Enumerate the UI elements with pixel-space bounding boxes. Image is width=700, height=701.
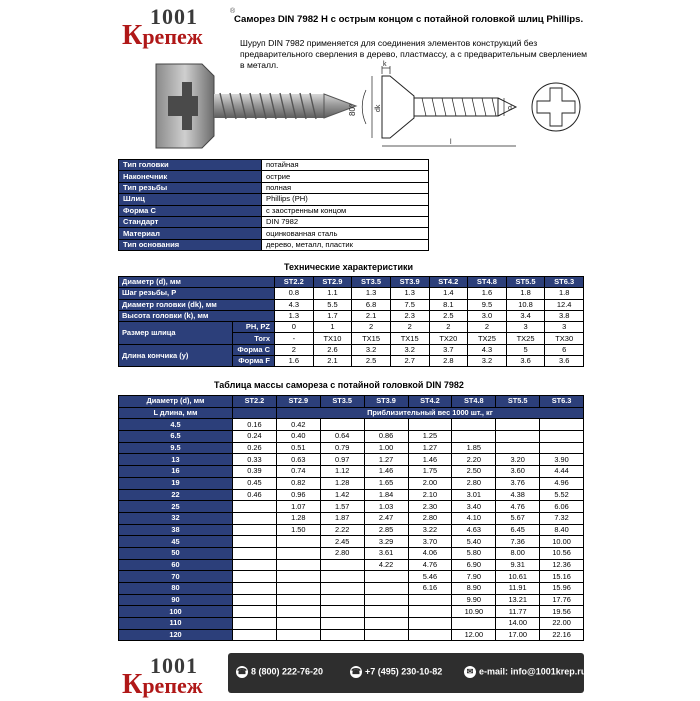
mass-cell: 1.50 bbox=[276, 524, 320, 536]
mass-cell: 6.16 bbox=[408, 583, 452, 595]
length-cell: 4.5 bbox=[119, 419, 233, 431]
mass-cell: 14.00 bbox=[496, 618, 540, 630]
mass-cell: 10.00 bbox=[540, 536, 584, 548]
mass-cell: 6.45 bbox=[496, 524, 540, 536]
mass-cell bbox=[540, 419, 584, 431]
logo-number: 1001 bbox=[150, 4, 198, 29]
table-row bbox=[119, 583, 584, 595]
mass-cell: 2.20 bbox=[452, 454, 496, 466]
mass-cell: 1.87 bbox=[320, 512, 364, 524]
table-row: L длина, мм Приблизительный вес 1000 шт., кг bbox=[119, 407, 584, 419]
mass-cell: 3.90 bbox=[540, 454, 584, 466]
mass-cell: 1.46 bbox=[408, 454, 452, 466]
length-cell: 70 bbox=[119, 571, 233, 583]
mass-cell bbox=[233, 629, 277, 641]
length-cell: 16 bbox=[119, 466, 233, 478]
mass-cell: 9.90 bbox=[452, 594, 496, 606]
mass-cell: 10.56 bbox=[540, 547, 584, 559]
mass-cell: 2.85 bbox=[364, 524, 408, 536]
phone-icon: ☎ bbox=[237, 667, 247, 676]
mass-cell: 2.30 bbox=[408, 501, 452, 513]
properties-table bbox=[118, 159, 429, 251]
mass-cell bbox=[233, 547, 277, 559]
mass-cell: 2.80 bbox=[320, 547, 364, 559]
mass-cell: 1.25 bbox=[408, 431, 452, 443]
mass-cell: 0.79 bbox=[320, 442, 364, 454]
mass-cell: 12.36 bbox=[540, 559, 584, 571]
length-cell: 60 bbox=[119, 559, 233, 571]
mass-cell bbox=[496, 419, 540, 431]
mass-cell: 1.27 bbox=[408, 442, 452, 454]
k-label: k bbox=[383, 61, 387, 68]
mass-cell: 1.12 bbox=[320, 466, 364, 478]
mass-cell bbox=[233, 512, 277, 524]
mass-cell bbox=[320, 571, 364, 583]
mass-cell: 5.67 bbox=[496, 512, 540, 524]
mass-cell bbox=[496, 442, 540, 454]
mass-cell bbox=[364, 629, 408, 641]
table-row: Диаметр головки (dk), мм 4.3 5.5 6.8 7.5 8.1 9.5 10.8 12.4 bbox=[119, 299, 584, 310]
table-row bbox=[119, 536, 584, 548]
mass-cell: 10.61 bbox=[496, 571, 540, 583]
table-row bbox=[119, 431, 584, 443]
mass-cell: 4.06 bbox=[408, 547, 452, 559]
mass-cell: 0.97 bbox=[320, 454, 364, 466]
mass-cell: 19.56 bbox=[540, 606, 584, 618]
phone-icon: ☎ bbox=[351, 667, 361, 676]
table-row: Тип основания дерево, металл, пластик bbox=[119, 239, 429, 250]
table-row: Тип головки потайная bbox=[119, 160, 429, 171]
mass-cell bbox=[233, 559, 277, 571]
table-row bbox=[119, 547, 584, 559]
mass-cell: 0.40 bbox=[276, 431, 320, 443]
mass-cell: 3.61 bbox=[364, 547, 408, 559]
mass-cell bbox=[233, 594, 277, 606]
mass-cell: 3.70 bbox=[408, 536, 452, 548]
length-cell: 25 bbox=[119, 501, 233, 513]
length-cell: 120 bbox=[119, 629, 233, 641]
mass-cell bbox=[276, 629, 320, 641]
table-row: Материал оцинкованная сталь bbox=[119, 228, 429, 239]
mass-cell: 8.00 bbox=[496, 547, 540, 559]
length-cell: 22 bbox=[119, 489, 233, 501]
mass-cell: 13.21 bbox=[496, 594, 540, 606]
mass-cell: 5.52 bbox=[540, 489, 584, 501]
table-row: Torx - TX10 TX15 TX15 TX20 TX25 TX25 TX30 bbox=[119, 333, 584, 344]
length-cell: 19 bbox=[119, 477, 233, 489]
mass-cell: 2.50 bbox=[452, 466, 496, 478]
mass-cell: 1.84 bbox=[364, 489, 408, 501]
spec-title: Технические характеристики bbox=[284, 262, 414, 272]
mass-cell: 3.22 bbox=[408, 524, 452, 536]
mass-cell bbox=[276, 571, 320, 583]
mass-cell: 4.76 bbox=[408, 559, 452, 571]
mass-cell: 3.29 bbox=[364, 536, 408, 548]
table-row: Форма С с заостренным концом bbox=[119, 205, 429, 216]
mass-cell bbox=[364, 583, 408, 595]
mass-cell: 7.36 bbox=[496, 536, 540, 548]
mass-cell: 0.46 bbox=[233, 489, 277, 501]
length-cell: 100 bbox=[119, 606, 233, 618]
mass-cell: 6.90 bbox=[452, 559, 496, 571]
mass-cell: 2.80 bbox=[408, 512, 452, 524]
mass-cell: 1.07 bbox=[276, 501, 320, 513]
mass-cell: 1.65 bbox=[364, 477, 408, 489]
mass-cell: 4.38 bbox=[496, 489, 540, 501]
mass-cell bbox=[233, 524, 277, 536]
mass-cell bbox=[364, 571, 408, 583]
mass-cell: 17.00 bbox=[496, 629, 540, 641]
table-row: Стандарт DIN 7982 bbox=[119, 216, 429, 227]
mass-cell bbox=[276, 559, 320, 571]
mass-cell: 4.22 bbox=[364, 559, 408, 571]
mass-cell bbox=[364, 606, 408, 618]
footer bbox=[118, 653, 587, 700]
mass-cell bbox=[408, 618, 452, 630]
mass-cell: 5.46 bbox=[408, 571, 452, 583]
mass-cell bbox=[276, 618, 320, 630]
mass-cell: 0.45 bbox=[233, 477, 277, 489]
mass-cell bbox=[276, 536, 320, 548]
mass-cell bbox=[233, 536, 277, 548]
mass-cell: 0.96 bbox=[276, 489, 320, 501]
mass-cell: 1.85 bbox=[452, 442, 496, 454]
page-title: Саморез DIN 7982 Н с острым концом с потайной головкой шлиц Phillips. bbox=[234, 14, 584, 25]
screw-photo bbox=[156, 64, 356, 148]
mass-cell: 7.32 bbox=[540, 512, 584, 524]
mass-cell: 15.16 bbox=[540, 571, 584, 583]
table-row: Шаг резьбы, Р 0.8 1.1 1.3 1.3 1.4 1.6 1.8 1.8 bbox=[119, 288, 584, 299]
mass-cell: 11.77 bbox=[496, 606, 540, 618]
mass-cell: 1.27 bbox=[364, 454, 408, 466]
table-row bbox=[119, 454, 584, 466]
table-row: Длина кончика (y) Форма С 2 2.6 3.2 3.2 3.7 4.3 5 6 bbox=[119, 344, 584, 355]
mass-cell: 3.01 bbox=[452, 489, 496, 501]
mass-cell bbox=[320, 618, 364, 630]
table-row: Диаметр (d), мм ST2.2 ST2.9 ST3.5 ST3.9 ST4.2 ST4.8 ST5.5 ST6.3 bbox=[119, 277, 584, 288]
table-row: Шлиц Phillips (PH) bbox=[119, 194, 429, 205]
mass-cell bbox=[276, 583, 320, 595]
mass-title: Таблица массы самореза с потайной головкой DIN 7982 bbox=[214, 380, 464, 390]
mass-cell: 0.24 bbox=[233, 431, 277, 443]
mass-cell bbox=[364, 419, 408, 431]
mass-cell: 1.75 bbox=[408, 466, 452, 478]
mass-cell bbox=[233, 583, 277, 595]
mass-cell: 2.22 bbox=[320, 524, 364, 536]
mass-cell: 3.76 bbox=[496, 477, 540, 489]
mass-cell: 1.42 bbox=[320, 489, 364, 501]
mass-cell bbox=[276, 594, 320, 606]
mass-cell bbox=[233, 618, 277, 630]
table-row bbox=[119, 442, 584, 454]
mass-cell: 2.00 bbox=[408, 477, 452, 489]
mass-cell bbox=[320, 629, 364, 641]
mass-cell: 3.60 bbox=[496, 466, 540, 478]
mass-cell bbox=[320, 419, 364, 431]
table-row bbox=[119, 489, 584, 501]
mass-cell: 1.57 bbox=[320, 501, 364, 513]
mass-cell: 4.10 bbox=[452, 512, 496, 524]
mass-cell: 5.80 bbox=[452, 547, 496, 559]
brand-logo: 1001 Крепеж ® bbox=[122, 4, 236, 51]
mass-cell: 2.47 bbox=[364, 512, 408, 524]
mass-cell: 1.00 bbox=[364, 442, 408, 454]
mass-cell: 17.76 bbox=[540, 594, 584, 606]
table-row: Наконечник острие bbox=[119, 171, 429, 182]
phone-link-1[interactable]: 8 (800) 222-76-20 bbox=[251, 666, 324, 677]
length-cell: 13 bbox=[119, 454, 233, 466]
angle-label: 80° bbox=[348, 103, 357, 116]
mass-cell: 0.74 bbox=[276, 466, 320, 478]
mass-cell bbox=[233, 606, 277, 618]
dk-label: dk bbox=[375, 104, 382, 112]
mass-cell: 10.90 bbox=[452, 606, 496, 618]
mass-cell bbox=[408, 594, 452, 606]
table-row bbox=[119, 594, 584, 606]
l-label: l bbox=[450, 139, 452, 146]
mass-cell: 0.63 bbox=[276, 454, 320, 466]
spec-table bbox=[118, 276, 584, 367]
table-row bbox=[119, 501, 584, 513]
mass-cell: 0.16 bbox=[233, 419, 277, 431]
mass-cell: 3.40 bbox=[452, 501, 496, 513]
table-row: Форма F 1.6 2.1 2.5 2.7 2.8 3.2 3.6 3.6 bbox=[119, 356, 584, 367]
mass-cell bbox=[364, 594, 408, 606]
mass-cell: 12.00 bbox=[452, 629, 496, 641]
length-cell: 90 bbox=[119, 594, 233, 606]
length-cell: 45 bbox=[119, 536, 233, 548]
mail-icon: ✉ bbox=[464, 666, 476, 678]
mass-cell: 4.44 bbox=[540, 466, 584, 478]
mass-cell: 4.76 bbox=[496, 501, 540, 513]
mass-cell bbox=[364, 618, 408, 630]
screw-drawing bbox=[150, 60, 590, 156]
length-cell: 9.5 bbox=[119, 442, 233, 454]
table-row bbox=[119, 606, 584, 618]
mass-cell: 4.63 bbox=[452, 524, 496, 536]
phone-link-2[interactable]: +7 (495) 230-10-82 bbox=[365, 666, 443, 677]
mass-cell: 5.40 bbox=[452, 536, 496, 548]
length-cell: 6.5 bbox=[119, 431, 233, 443]
mass-cell bbox=[276, 547, 320, 559]
length-cell: 32 bbox=[119, 512, 233, 524]
email-link[interactable]: e-mail: info@1001krep.ru bbox=[479, 666, 587, 677]
table-row bbox=[119, 524, 584, 536]
mass-cell: 8.90 bbox=[452, 583, 496, 595]
mass-cell: 2.10 bbox=[408, 489, 452, 501]
mass-cell bbox=[452, 431, 496, 443]
table-row bbox=[119, 419, 584, 431]
screw-schematic bbox=[362, 66, 580, 146]
mass-cell bbox=[408, 419, 452, 431]
mass-cell: 0.33 bbox=[233, 454, 277, 466]
mass-table bbox=[118, 395, 584, 641]
mass-cell bbox=[452, 618, 496, 630]
length-cell: 38 bbox=[119, 524, 233, 536]
mass-cell: 2.80 bbox=[452, 477, 496, 489]
mass-cell: 1.46 bbox=[364, 466, 408, 478]
table-row bbox=[119, 466, 584, 478]
mass-cell: 0.64 bbox=[320, 431, 364, 443]
mass-cell bbox=[276, 606, 320, 618]
contact-bar bbox=[228, 653, 587, 693]
length-cell: 80 bbox=[119, 583, 233, 595]
mass-cell bbox=[408, 606, 452, 618]
mass-cell: 9.31 bbox=[496, 559, 540, 571]
table-row bbox=[119, 629, 584, 641]
table-row bbox=[119, 571, 584, 583]
table-row: Размер шлица PH, PZ 0 1 2 2 2 2 3 3 bbox=[119, 322, 584, 333]
mass-cell: 0.26 bbox=[233, 442, 277, 454]
mass-cell: 0.86 bbox=[364, 431, 408, 443]
mass-cell bbox=[320, 594, 364, 606]
mass-cell bbox=[320, 559, 364, 571]
mass-cell bbox=[320, 606, 364, 618]
table-row bbox=[119, 618, 584, 630]
mass-cell bbox=[320, 583, 364, 595]
footer-logo: 1001 Крепеж bbox=[122, 653, 203, 700]
page-description: Шуруп DIN 7982 применяется для соединения элементов конструкций без предварительного сверления в дерево, пластмассу, а с предварительным сверлением в металл. bbox=[240, 38, 588, 70]
mass-cell: 0.42 bbox=[276, 419, 320, 431]
d-label: d bbox=[508, 105, 512, 112]
mass-cell: 15.96 bbox=[540, 583, 584, 595]
mass-cell: 0.51 bbox=[276, 442, 320, 454]
table-row bbox=[119, 512, 584, 524]
mass-cell: 2.45 bbox=[320, 536, 364, 548]
table-row bbox=[119, 477, 584, 489]
length-cell: 110 bbox=[119, 618, 233, 630]
mass-cell: 11.91 bbox=[496, 583, 540, 595]
table-row: Диаметр (d), мм ST2.2 ST2.9 ST3.5 ST3.9 ST4.2 ST4.8 ST5.5 ST6.3 bbox=[119, 396, 584, 408]
mass-cell: 0.82 bbox=[276, 477, 320, 489]
mass-cell bbox=[408, 629, 452, 641]
mass-cell bbox=[540, 442, 584, 454]
mass-cell: 3.20 bbox=[496, 454, 540, 466]
table-row: Тип резьбы полная bbox=[119, 182, 429, 193]
mass-cell: 4.96 bbox=[540, 477, 584, 489]
mass-cell: 22.00 bbox=[540, 618, 584, 630]
mass-cell: 22.16 bbox=[540, 629, 584, 641]
table-row: Высота головки (k), мм 1.3 1.7 2.1 2.3 2.5 3.0 3.4 3.8 bbox=[119, 310, 584, 321]
mass-cell: 8.40 bbox=[540, 524, 584, 536]
mass-cell: 0.39 bbox=[233, 466, 277, 478]
mass-cell bbox=[233, 571, 277, 583]
mass-cell bbox=[452, 419, 496, 431]
mass-cell: 1.28 bbox=[276, 512, 320, 524]
table-row bbox=[119, 559, 584, 571]
mass-cell: 1.28 bbox=[320, 477, 364, 489]
mass-cell bbox=[233, 501, 277, 513]
length-cell: 50 bbox=[119, 547, 233, 559]
logo-word: Крепеж bbox=[122, 20, 203, 51]
mass-cell: 1.03 bbox=[364, 501, 408, 513]
mass-cell: 7.90 bbox=[452, 571, 496, 583]
mass-cell bbox=[496, 431, 540, 443]
mass-cell bbox=[540, 431, 584, 443]
mass-cell: 6.06 bbox=[540, 501, 584, 513]
